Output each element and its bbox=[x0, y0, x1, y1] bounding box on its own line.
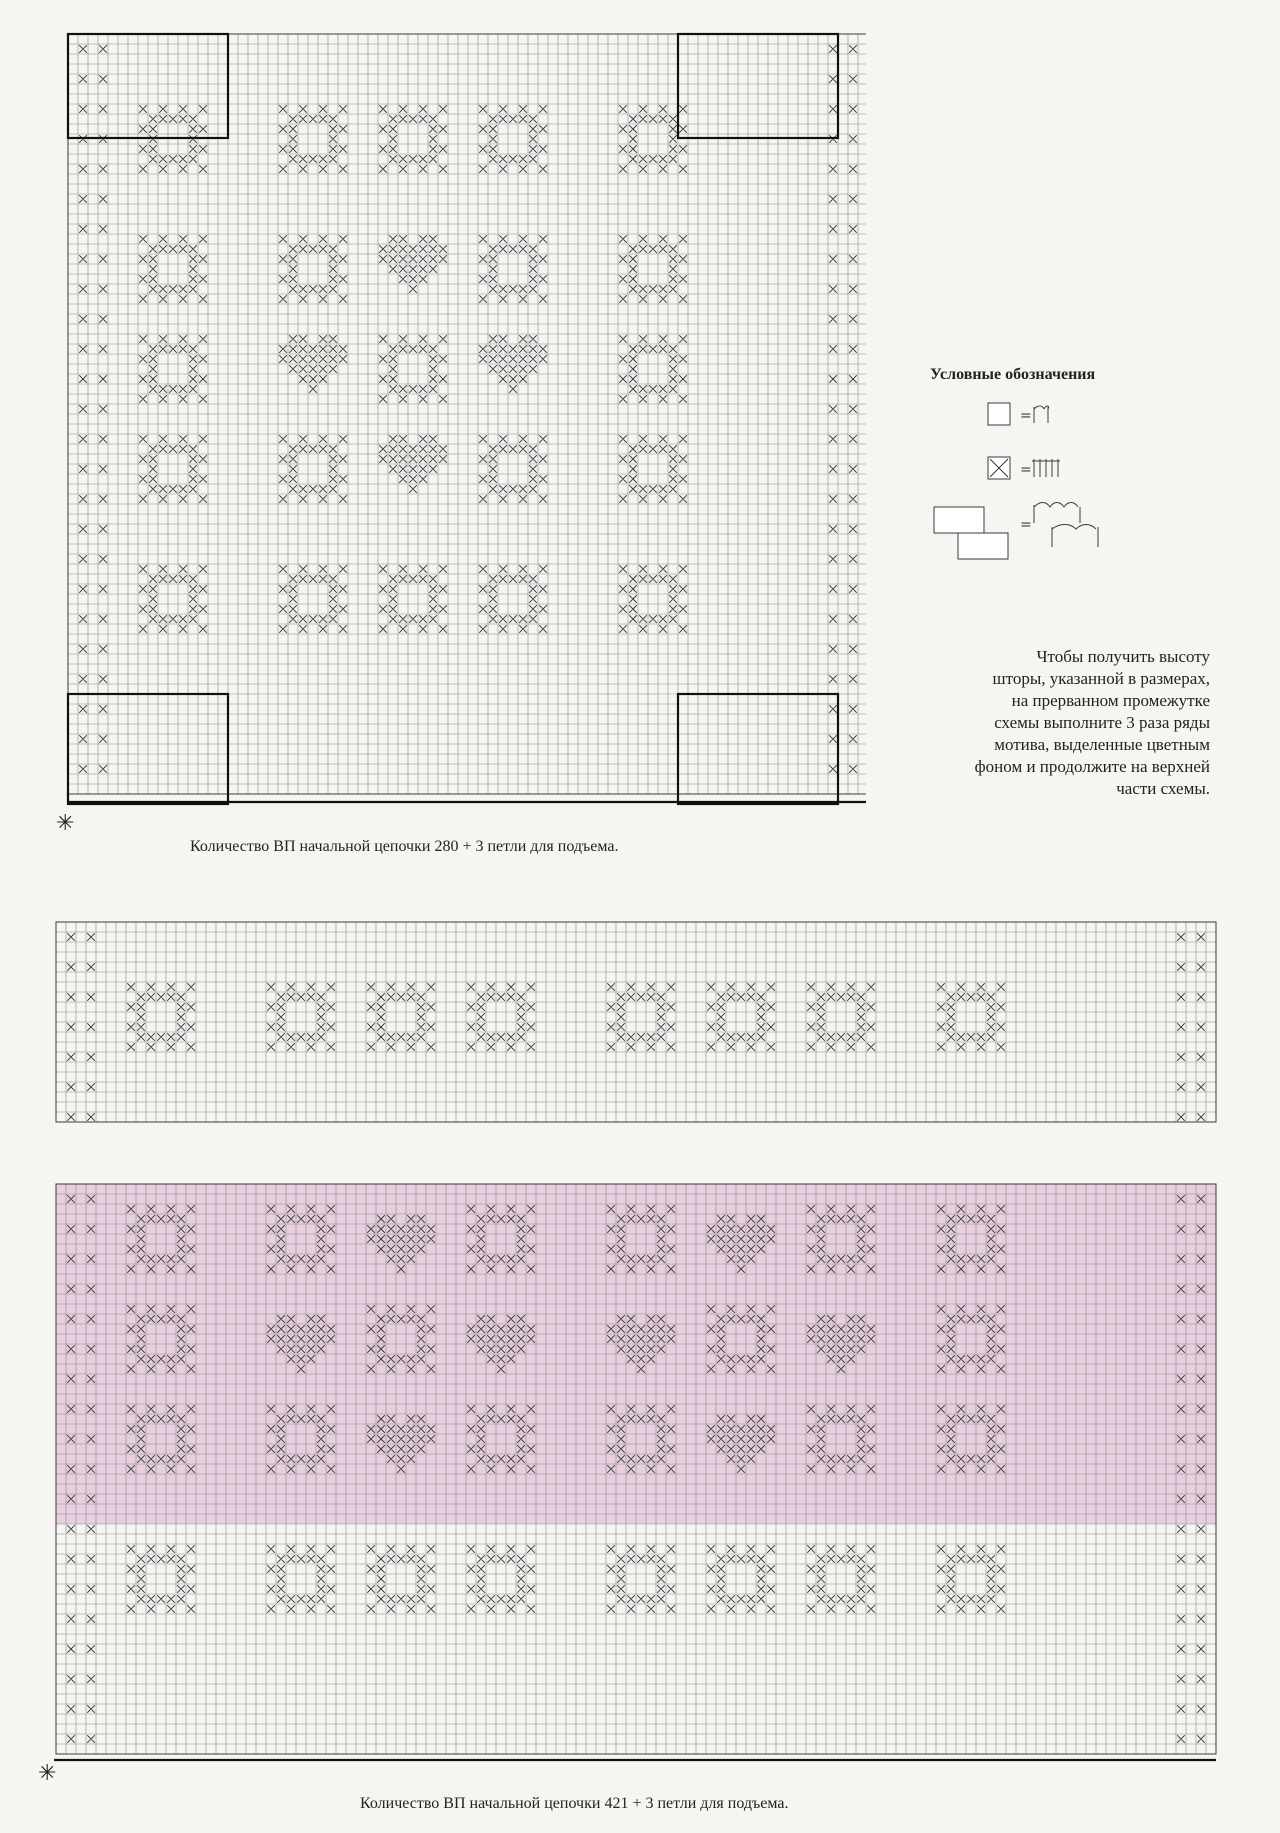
caption-bottom: Количество ВП начальной цепочки 421 + 3 петли для подъема. bbox=[360, 1795, 789, 1812]
square-motif bbox=[279, 105, 347, 173]
caption-top: Количество ВП начальной цепочки 280 + 3 петли для подъема. bbox=[190, 838, 619, 855]
square-motif bbox=[619, 565, 687, 633]
square-motif bbox=[937, 1545, 1005, 1613]
square-motif bbox=[807, 983, 875, 1051]
square-motif bbox=[139, 335, 207, 403]
legend-empty-cell bbox=[988, 403, 1049, 425]
square-motif bbox=[267, 983, 335, 1051]
square-motif bbox=[467, 1545, 535, 1613]
legend-eq: = bbox=[1020, 408, 1032, 424]
square-motif bbox=[479, 235, 547, 303]
square-motif bbox=[479, 435, 547, 503]
square-motif bbox=[479, 565, 547, 633]
square-motif bbox=[467, 983, 535, 1051]
square-motif bbox=[379, 565, 447, 633]
square-motif bbox=[807, 1545, 875, 1613]
top-filet-chart bbox=[66, 30, 866, 810]
square-motif bbox=[607, 1545, 675, 1613]
corner-frames bbox=[68, 34, 838, 804]
square-motif bbox=[279, 565, 347, 633]
note-line: схемы выполните 3 раза ряды bbox=[994, 713, 1210, 732]
note-line: фоном и продолжите на верхней bbox=[974, 757, 1210, 776]
middle-grid bbox=[56, 922, 1216, 1122]
top-grid bbox=[68, 34, 866, 794]
legend-symbols bbox=[930, 395, 1130, 565]
square-motif bbox=[607, 983, 675, 1051]
square-motif bbox=[279, 435, 347, 503]
svg-text:=: = bbox=[1020, 517, 1032, 533]
legend-filled-cell bbox=[988, 457, 1060, 479]
note-line: на прерванном промежутке bbox=[1011, 691, 1210, 710]
square-motif bbox=[479, 105, 547, 173]
instruction-note bbox=[880, 646, 1210, 800]
legend-title: Условные обозначения bbox=[930, 366, 1096, 383]
start-mark-bottom: ✳ bbox=[38, 1760, 57, 1785]
note-line: мотива, выделенные цветным bbox=[994, 735, 1210, 754]
square-motif bbox=[379, 105, 447, 173]
square-motif bbox=[707, 1545, 775, 1613]
legend-bar-cell bbox=[934, 503, 1098, 560]
note-line: части схемы. bbox=[1116, 779, 1210, 798]
svg-text:=: = bbox=[1020, 462, 1032, 478]
square-motif bbox=[367, 983, 435, 1051]
square-motif bbox=[367, 1545, 435, 1613]
square-motif bbox=[279, 235, 347, 303]
square-motif bbox=[619, 335, 687, 403]
square-motif bbox=[937, 983, 1005, 1051]
square-motif bbox=[139, 235, 207, 303]
square-motif bbox=[139, 435, 207, 503]
square-motif bbox=[267, 1545, 335, 1613]
square-motif bbox=[619, 435, 687, 503]
note-line: Чтобы получить высоту bbox=[1036, 647, 1210, 666]
bottom-filet-chart bbox=[54, 1182, 1226, 1762]
square-motif bbox=[707, 983, 775, 1051]
middle-filet-chart bbox=[54, 920, 1226, 1132]
square-motif bbox=[619, 235, 687, 303]
square-motif bbox=[127, 983, 195, 1051]
square-motif bbox=[379, 335, 447, 403]
start-mark-top: ✳ bbox=[56, 810, 75, 835]
square-motif bbox=[127, 1545, 195, 1613]
square-motif bbox=[619, 105, 687, 173]
note-line: шторы, указанной в размерах, bbox=[992, 669, 1210, 688]
square-motif bbox=[139, 565, 207, 633]
